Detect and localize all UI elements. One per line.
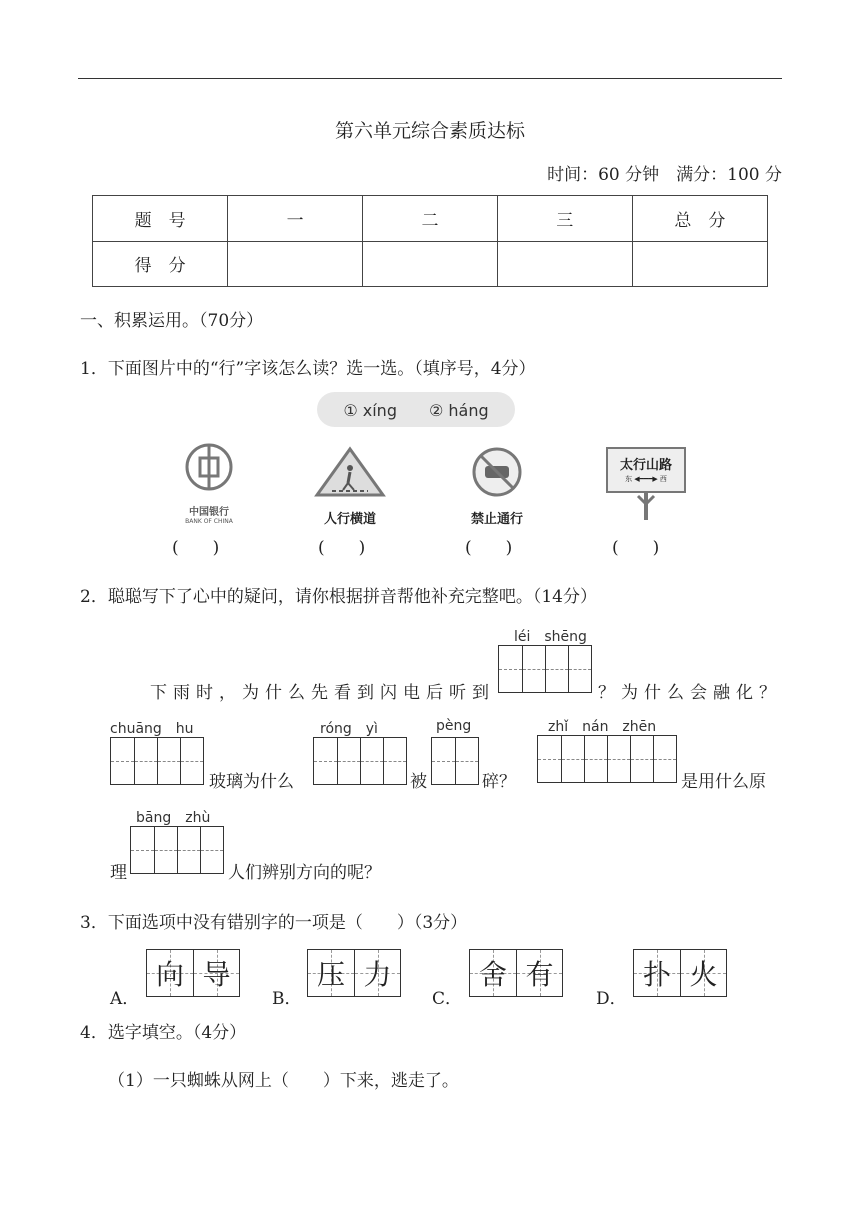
road-sign-direction: 东 ◀━━━▶ 西: [625, 475, 667, 483]
bank-caption-en: BANK OF CHINA: [185, 518, 233, 525]
q3-option-a-label: A．: [110, 989, 140, 1009]
q1-image-crosswalk: [310, 446, 390, 526]
q3-option-b[interactable]: [307, 949, 401, 997]
pinyin-rongyi: róng yì: [320, 721, 378, 737]
q3-option-a-char: 导: [202, 958, 231, 991]
top-rule: [78, 78, 782, 79]
score-input-cell[interactable]: [632, 241, 767, 287]
q1-image-road-sign: [605, 446, 687, 524]
q1-image-no-entry: [457, 446, 537, 526]
score-label-cell: 得 分: [93, 241, 228, 287]
section-1-title: 一、积累运用。（70分）: [80, 311, 264, 331]
pedestrian-crossing-sign-icon: [310, 446, 390, 498]
q1-image-bank: [174, 443, 244, 523]
question-2-text: 2．聪聪写下了心中的疑问，请你根据拼音帮他补充完整吧。（14分）: [80, 587, 597, 607]
pinyin-peng: pèng: [436, 718, 472, 734]
q1-answer-blank-3[interactable]: ( ): [465, 538, 513, 558]
q3-option-b-label: B．: [272, 989, 302, 1009]
q2-line2-c: 碎？: [482, 772, 516, 792]
q3-option-b-char: 力: [363, 958, 392, 991]
q3-option-b-char: 压: [316, 958, 345, 991]
pinyin-leisheng: léi shēng: [514, 629, 587, 645]
header-cell: 三: [497, 196, 632, 242]
score-table: [92, 195, 768, 287]
writing-grid-zhinanzhen[interactable]: [537, 735, 677, 783]
q3-option-d-char: 火: [689, 958, 718, 991]
header-cell: 总 分: [632, 196, 767, 242]
q2-line3-a: 理: [110, 863, 127, 883]
pinyin-chuanghu: chuāng hu: [110, 721, 194, 737]
q1-options-pill: ① xíng ② háng: [317, 392, 515, 427]
page-title: 第六单元综合素质达标: [334, 120, 525, 142]
time-score-info: 时间：60 分钟 满分：100 分: [547, 165, 782, 185]
header-cell: 一: [228, 196, 363, 242]
score-input-cell[interactable]: [363, 241, 498, 287]
bank-of-china-icon: [174, 443, 244, 499]
writing-grid-bangzhu[interactable]: [130, 826, 224, 874]
q3-option-d-char: 扑: [642, 958, 671, 991]
writing-grid-rongyi[interactable]: [313, 737, 407, 785]
q3-option-c-char: 有: [525, 958, 554, 991]
question-3-text: 3．下面选项中没有错别字的一项是（ ）（3分）: [80, 913, 468, 933]
question-4-text: 4．选字填空。（4分）: [80, 1023, 247, 1043]
score-input-cell[interactable]: [497, 241, 632, 287]
q3-option-d-label: D．: [596, 989, 627, 1009]
q2-line2-b: 被: [410, 772, 427, 792]
q3-option-c-label: C．: [432, 989, 463, 1009]
q4-item-1: （1）一只蜘蛛从网上（ ）下来，逃走了。: [108, 1071, 459, 1091]
pinyin-zhinanzhen: zhǐ nán zhēn: [548, 719, 657, 735]
q3-option-a[interactable]: [146, 949, 240, 997]
crosswalk-caption: 人行横道: [323, 512, 376, 527]
header-cell: 题 号: [93, 196, 228, 242]
no-entry-caption: 禁止通行: [470, 512, 523, 527]
q1-answer-blank-4[interactable]: ( ): [612, 538, 660, 558]
road-sign-caption: 太行山路: [619, 458, 672, 473]
q2-line1-text: 下雨时，为什么先看到闪电后听到: [150, 683, 495, 703]
q3-option-c[interactable]: [469, 949, 563, 997]
q2-line1-end: ？为什么会融化？: [598, 683, 782, 703]
q1-answer-blank-2[interactable]: ( ): [318, 538, 366, 558]
bank-caption: 中国银行: [189, 507, 229, 518]
question-1-text: 1．下面图片中的“行”字该怎么读？选一选。（填序号，4分）: [80, 359, 536, 379]
q2-line2-a: 玻璃为什么: [209, 772, 294, 792]
table-row: [93, 241, 768, 287]
q1-answer-blank-1[interactable]: ( ): [172, 538, 220, 558]
q3-option-a-char: 向: [155, 958, 184, 991]
writing-grid-leisheng[interactable]: [498, 645, 592, 693]
header-cell: 二: [363, 196, 498, 242]
table-row: [93, 196, 768, 242]
writing-grid-chuanghu[interactable]: [110, 737, 204, 785]
writing-grid-peng[interactable]: [431, 737, 479, 785]
q2-line2-d: 是用什么原: [681, 772, 766, 792]
q3-option-d[interactable]: [633, 949, 727, 997]
score-input-cell[interactable]: [228, 241, 363, 287]
pinyin-bangzhu: bāng zhù: [136, 810, 211, 826]
no-entry-sign-icon: [457, 446, 537, 498]
q3-option-c-char: 舍: [478, 958, 507, 991]
q2-line3-b: 人们辨别方向的呢？: [228, 863, 381, 883]
